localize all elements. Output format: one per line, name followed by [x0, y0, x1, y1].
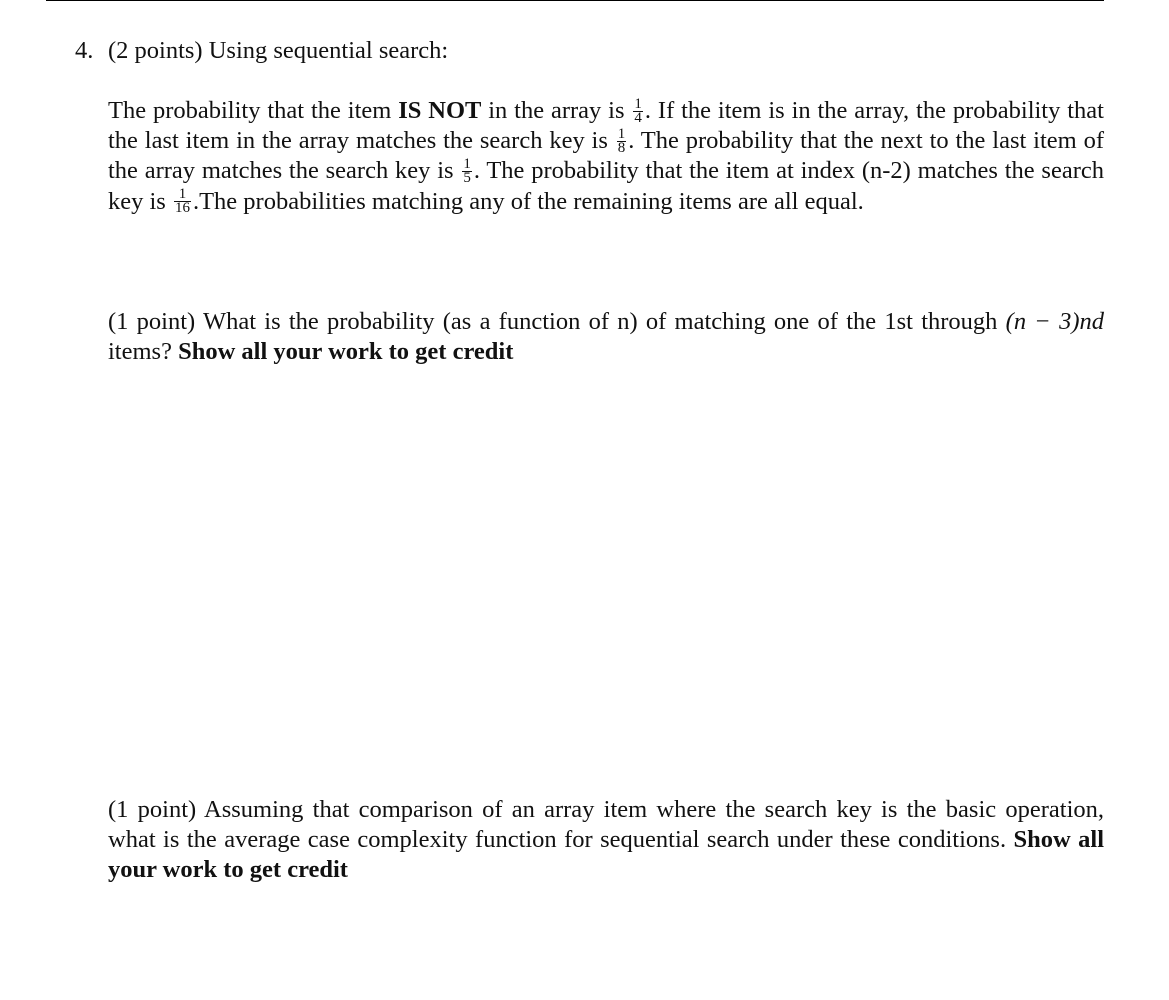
- question-heading: [75, 36, 448, 66]
- top-rule: [46, 0, 1104, 1]
- desc-text: The probability that the item: [108, 97, 399, 124]
- frac-denominator: 4: [634, 109, 642, 126]
- frac-numerator: 1: [617, 126, 626, 143]
- part2-text: (1 point) Assuming that comparison of an array item where the search key is the basic operation, what is the average case complexity function for sequential search under these conditions.: [108, 796, 1104, 854]
- desc-text: . The probability that the item at index (n-2) matches the search key is: [108, 157, 1105, 215]
- part1-instruction: Show all your work to get credit: [178, 338, 514, 366]
- part1-math: (n − 3)nd: [1005, 308, 1104, 335]
- desc-text: .The probabilities matching any of the remaining items are all equal.: [192, 187, 864, 215]
- problem-description: [108, 96, 1104, 217]
- frac-numerator: 1: [634, 95, 642, 112]
- frac-numerator: 1: [174, 188, 191, 202]
- frac-denominator: 5: [463, 170, 471, 187]
- part-2-question: [108, 795, 1104, 886]
- part1-text: items?: [108, 338, 179, 366]
- part2-instruction: Show all your work to get credit: [108, 826, 1105, 884]
- question-title: (2 points) Using sequential search:: [108, 37, 449, 64]
- part-1-question: [108, 307, 1104, 367]
- desc-text: . If the item is in the array, the probability that the last item in the array matches the search key is: [108, 97, 1104, 155]
- fraction-one-eighth: [617, 128, 627, 155]
- desc-emphasis: IS NOT: [398, 97, 482, 124]
- frac-denominator: 16: [174, 200, 190, 217]
- frac-denominator: 8: [617, 140, 626, 157]
- part1-text: (1 point) What is the probability (as a function of n) of matching one of the 1st through: [108, 308, 1006, 335]
- desc-text: . The probability that the next to the last item of the array matches the search key is: [108, 127, 1104, 185]
- fraction-one-sixteenth: [174, 188, 191, 215]
- frac-numerator: 1: [463, 156, 471, 173]
- fraction-one-fifth: [462, 158, 472, 185]
- question-number: 4.: [75, 37, 94, 64]
- desc-text: in the array is: [481, 97, 632, 124]
- fraction-one-quarter: [633, 95, 643, 126]
